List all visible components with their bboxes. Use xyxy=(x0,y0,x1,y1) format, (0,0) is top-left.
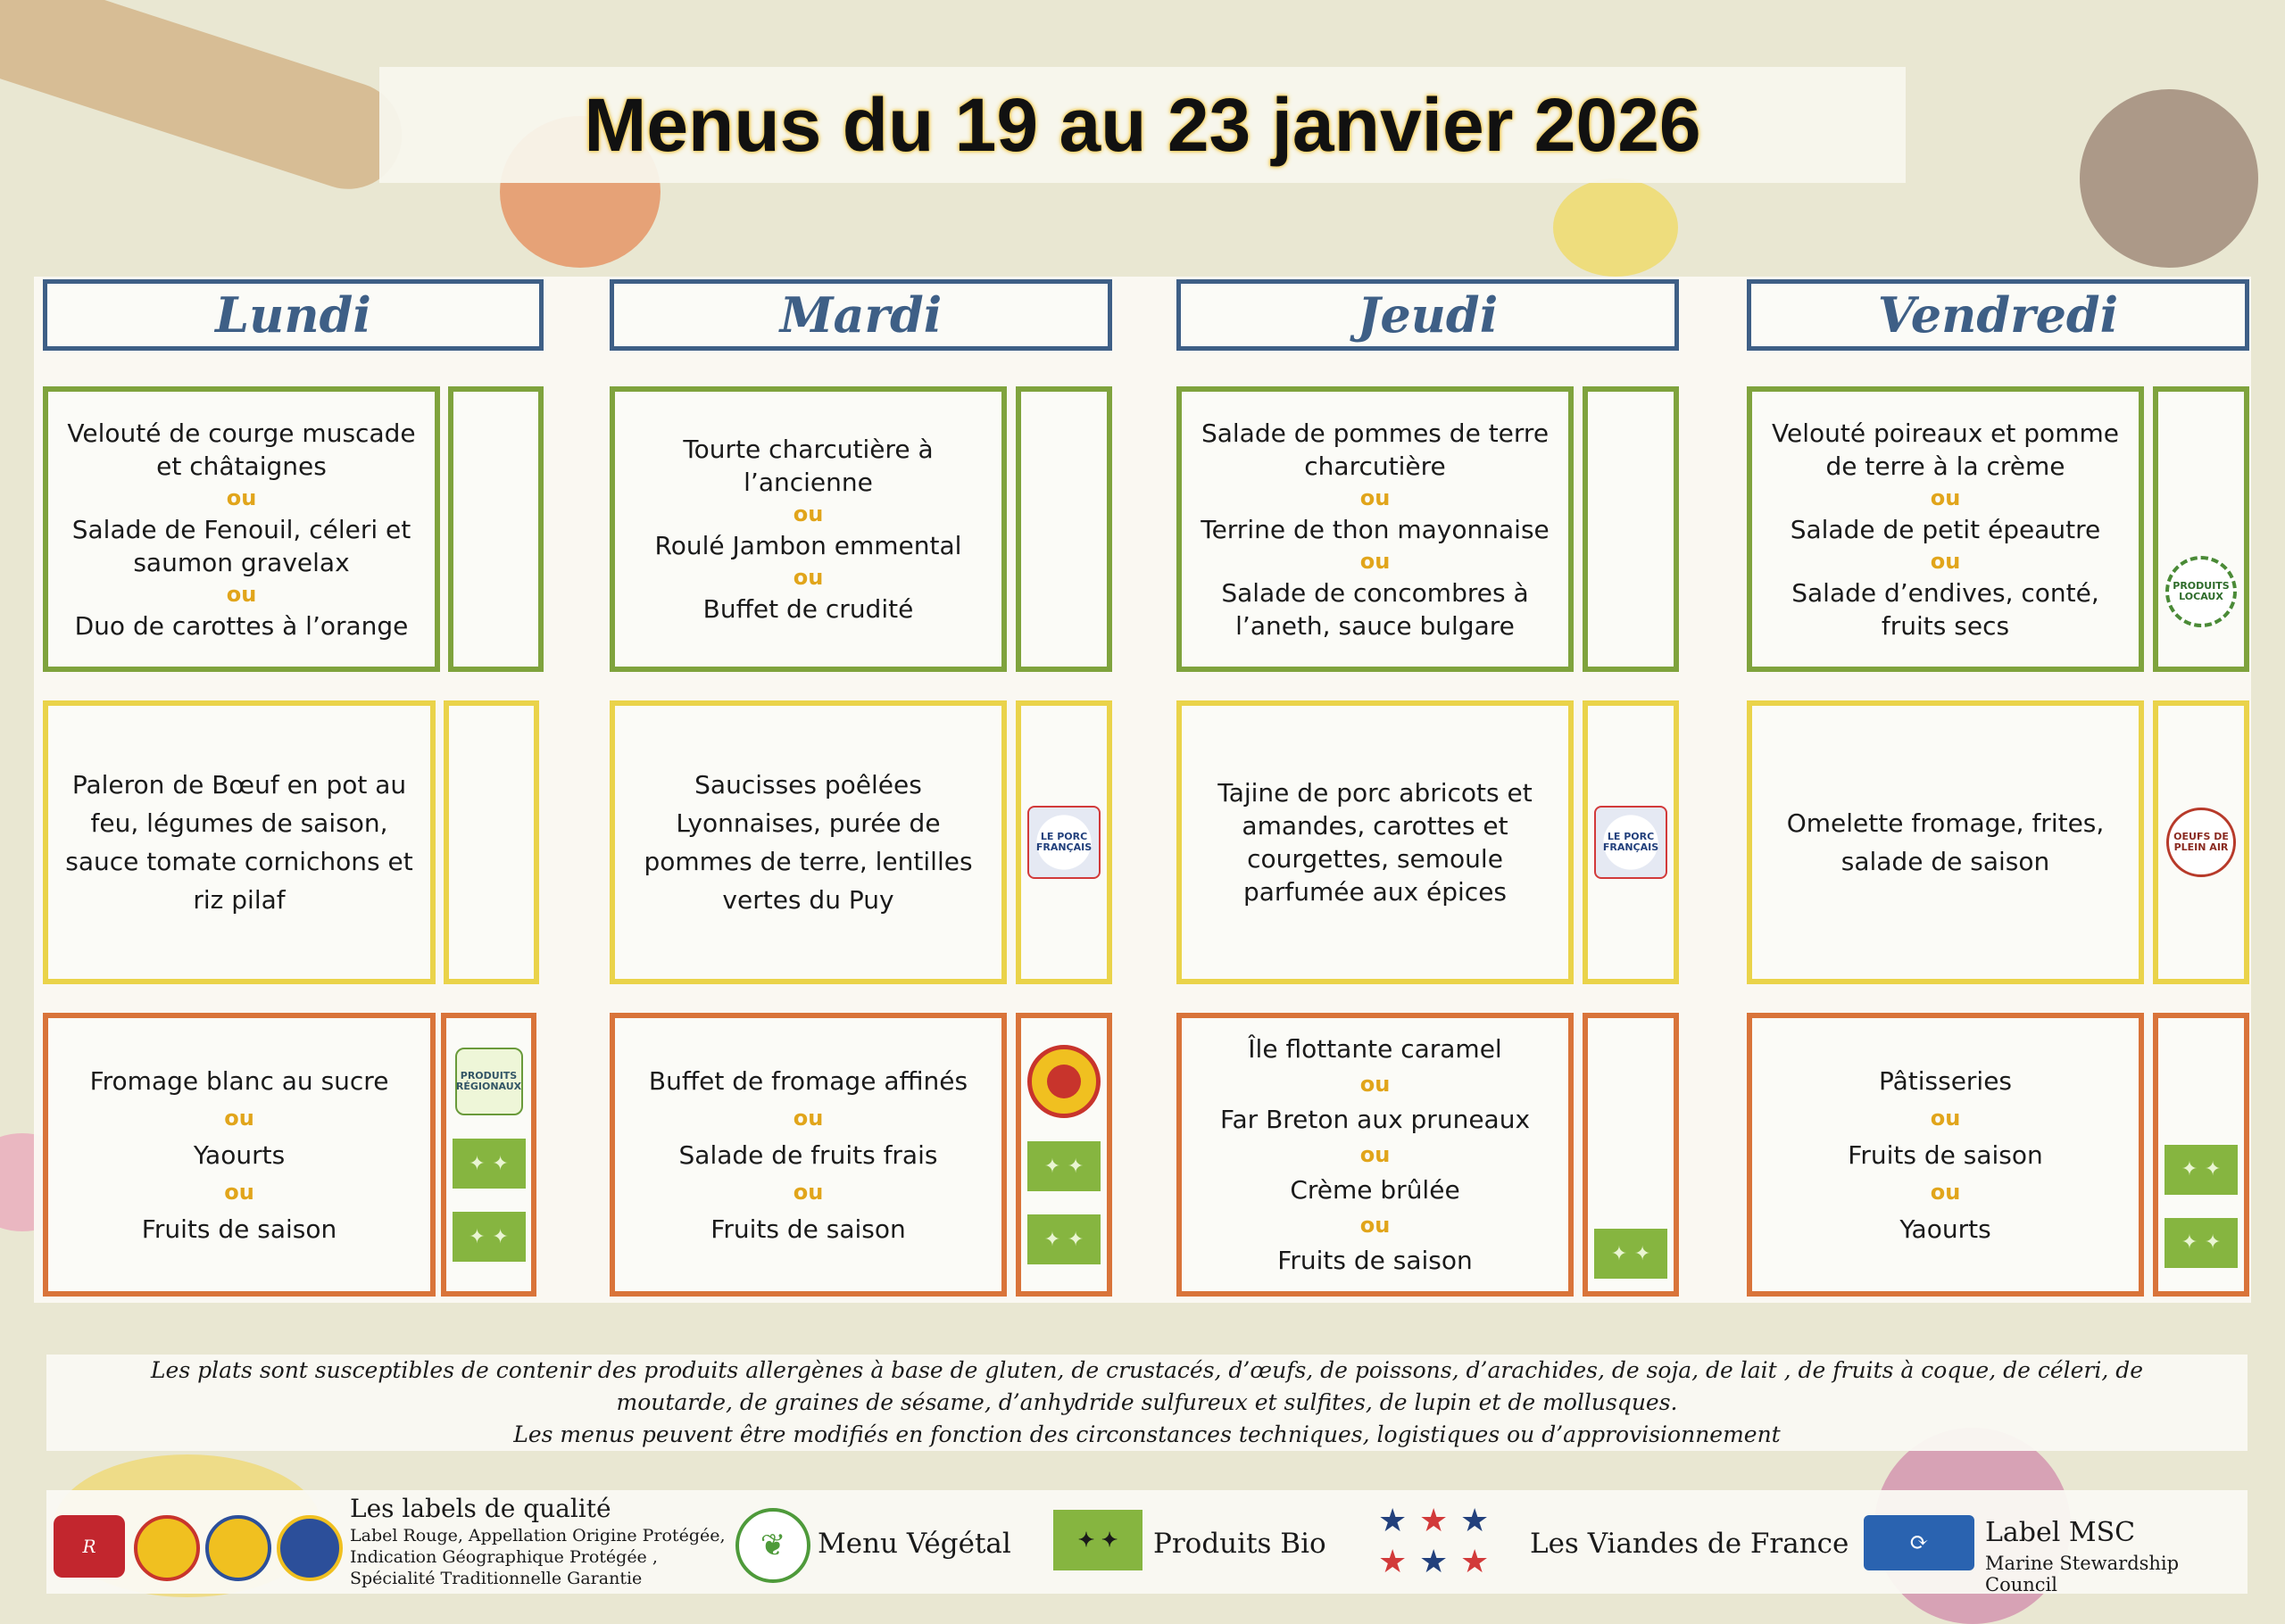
allergen-line: moutarde, de graines de sésame, d’anhydride sulfureux et sulfites, de lupin et de mollusques. xyxy=(616,1389,1678,1415)
star-logo-icon: ★ xyxy=(1378,1544,1408,1580)
allergen-line: Les plats sont susceptibles de contenir des produits allergènes à base de gluten, de crustacés, d’œufs, de poissons, d’arachides, de soja, de lait , de fruits à coque, de céleri, de xyxy=(150,1357,2144,1383)
main-labels-lundi xyxy=(444,700,539,984)
separator: ou xyxy=(1359,485,1391,510)
separator: ou xyxy=(1359,548,1391,574)
starter-box-mardi xyxy=(610,386,1007,672)
quality-title: Les labels de qualité xyxy=(350,1494,611,1523)
bio-logo: ✦ ✦ xyxy=(1053,1510,1142,1570)
porc-francais-logo: LE PORC FRANÇAIS xyxy=(1027,806,1101,879)
dish: Fruits de saison xyxy=(1848,1139,2043,1170)
star-logo-icon: ★ xyxy=(1460,1503,1490,1539)
produits-bio-label: Produits Bio xyxy=(1153,1528,1326,1560)
dish: Far Breton aux pruneaux xyxy=(1219,1105,1531,1134)
day-header-jeudi: Jeudi xyxy=(1176,279,1679,351)
main-box-mardi xyxy=(610,700,1007,984)
dessert-box-mardi xyxy=(610,1013,1007,1297)
starter-labels-vendredi xyxy=(2153,386,2249,672)
allergen-line: Les menus peuvent être modifiés en fonction des circonstances techniques, logistiques ou d’approvisionnement xyxy=(513,1421,1781,1447)
dish: Roulé Jambon emmental xyxy=(654,531,962,560)
decor-bread xyxy=(0,0,416,203)
separator: ou xyxy=(1930,548,1961,574)
dish: Salade de pommes de terre charcutière xyxy=(1201,418,1550,481)
menu-vegetal-logo: ❦ xyxy=(735,1508,810,1583)
star-logo-icon: ★ xyxy=(1419,1503,1449,1539)
dessert-labels-mardi xyxy=(1016,1013,1112,1297)
aop-logo xyxy=(1027,1045,1101,1118)
igp-logo xyxy=(205,1515,271,1581)
dish: Île flottante caramel xyxy=(1248,1034,1502,1064)
dish: Fruits de saison xyxy=(141,1214,337,1244)
dish: Velouté de courge muscade et châtaignes xyxy=(67,418,416,481)
main-labels-vendredi xyxy=(2153,700,2249,984)
bio-logo: ✦ ✦ xyxy=(2165,1218,2238,1268)
decor-lemon xyxy=(1553,178,1678,277)
allergen-notice xyxy=(46,1355,2248,1451)
oeufs-plein-air-logo: OEUFS DE PLEIN AIR xyxy=(2166,808,2236,877)
dish: Paleron de Bœuf en pot au feu, légumes de saison, sauce tomate cornichons et riz pilaf xyxy=(65,770,413,915)
dish: Omelette fromage, frites, salade de saison xyxy=(1786,808,2105,876)
star-logo-icon: ★ xyxy=(1460,1544,1490,1580)
porc-francais-logo: LE PORC FRANÇAIS xyxy=(1594,806,1667,879)
separator: ou xyxy=(793,565,824,590)
decor-muffin xyxy=(2080,89,2258,268)
bio-logo: ✦ ✦ xyxy=(1027,1141,1101,1191)
menu-vegetal-label: Menu Végétal xyxy=(818,1528,1011,1560)
dish: Fromage blanc au sucre xyxy=(89,1065,389,1096)
separator: ou xyxy=(1359,1072,1391,1097)
star-logo-icon: ★ xyxy=(1378,1503,1408,1539)
msc-title: Label MSC xyxy=(1985,1517,2136,1548)
bio-logo: ✦ ✦ xyxy=(1027,1214,1101,1264)
star-logo-icon: ★ xyxy=(1419,1544,1449,1580)
dessert-box-jeudi xyxy=(1176,1013,1574,1297)
starter-labels-jeudi xyxy=(1583,386,1679,672)
starter-box-jeudi xyxy=(1176,386,1574,672)
dessert-box-lundi xyxy=(43,1013,436,1297)
dish: Duo de carottes à l’orange xyxy=(74,610,409,641)
bio-logo: ✦ ✦ xyxy=(2165,1145,2238,1195)
starter-box-vendredi xyxy=(1747,386,2144,672)
dish: Fruits de saison xyxy=(1277,1246,1473,1275)
dish: Fruits de saison xyxy=(710,1214,906,1244)
starter-labels-mardi xyxy=(1016,386,1112,672)
dessert-labels-vendredi xyxy=(2153,1013,2249,1297)
separator: ou xyxy=(793,1179,824,1205)
separator: ou xyxy=(224,1179,254,1205)
dish: Buffet de fromage affinés xyxy=(648,1065,968,1096)
separator: ou xyxy=(793,1105,824,1131)
stg-logo xyxy=(277,1515,343,1581)
day-header-mardi: Mardi xyxy=(610,279,1112,351)
main-labels-mardi xyxy=(1016,700,1112,984)
dish: Velouté poireaux et pomme de terre à la crème xyxy=(1772,418,2119,481)
dish: Salade de Fenouil, céleri et saumon gravelax xyxy=(71,514,411,577)
dish: Buffet de crudité xyxy=(702,594,914,624)
dish: Salade d’endives, conté, fruits secs xyxy=(1791,577,2099,641)
quality-desc: Spécialité Traditionnelle Garantie xyxy=(350,1569,643,1588)
aop-logo xyxy=(134,1515,200,1581)
viandes-france-logos xyxy=(1378,1499,1512,1585)
day-header-lundi: Lundi xyxy=(43,279,544,351)
main-box-lundi xyxy=(43,700,436,984)
dish: Tajine de porc abricots et amandes, carottes et courgettes, semoule parfumée aux épices xyxy=(1217,778,1533,907)
msc-logo: ⟳ xyxy=(1864,1515,1974,1570)
separator: ou xyxy=(1359,1213,1391,1238)
msc-desc: Marine Stewardship Council xyxy=(1985,1553,2180,1595)
bio-logo: ✦ ✦ xyxy=(453,1212,526,1262)
separator: ou xyxy=(224,1105,254,1131)
dish: Salade de fruits frais xyxy=(678,1139,938,1170)
dish: Saucisses poêlées Lyonnaises, purée de pommes de terre, lentilles vertes du Puy xyxy=(644,770,973,915)
separator: ou xyxy=(226,581,257,607)
bio-logo: ✦ ✦ xyxy=(453,1139,526,1189)
quality-desc: Indication Géographique Protégée , xyxy=(350,1547,658,1567)
starter-box-lundi xyxy=(43,386,440,672)
main-box-vendredi xyxy=(1747,700,2144,984)
main-box-jeudi xyxy=(1176,700,1574,984)
separator: ou xyxy=(226,485,257,510)
dessert-box-vendredi xyxy=(1747,1013,2144,1297)
dessert-labels-jeudi xyxy=(1583,1013,1679,1297)
starter-labels-lundi xyxy=(448,386,544,672)
bio-logo: ✦ ✦ xyxy=(1594,1229,1667,1279)
viandes-france-label: Les Viandes de France xyxy=(1530,1528,1849,1560)
separator: ou xyxy=(1930,485,1961,510)
produits-regionaux-logo: PRODUITS RÉGIONAUX xyxy=(455,1048,523,1115)
dish: Salade de petit épeautre xyxy=(1790,514,2101,544)
title-banner xyxy=(379,67,1906,183)
separator: ou xyxy=(1930,1179,1961,1205)
dish: Salade de concombres à l’aneth, sauce bulgare xyxy=(1221,577,1529,641)
separator: ou xyxy=(1359,1142,1391,1167)
quality-desc: Label Rouge, Appellation Origine Protégée, xyxy=(350,1526,726,1545)
dish: Pâtisseries xyxy=(1878,1065,2013,1096)
dish: Terrine de thon mayonnaise xyxy=(1201,514,1550,544)
separator: ou xyxy=(1930,1105,1961,1131)
label-rouge-logo: R xyxy=(54,1515,125,1578)
page-title: Menus du 19 au 23 janvier 2026 xyxy=(584,82,1701,167)
separator: ou xyxy=(793,501,824,526)
dish: Yaourts xyxy=(1899,1214,1991,1244)
dish: Crème brûlée xyxy=(1290,1175,1460,1205)
day-header-vendredi: Vendredi xyxy=(1747,279,2249,351)
dessert-labels-lundi xyxy=(441,1013,536,1297)
labels-legend xyxy=(46,1490,2248,1594)
main-labels-jeudi xyxy=(1583,700,1679,984)
dish: Yaourts xyxy=(193,1139,286,1170)
produits-locaux-logo: PRODUITS LOCAUX xyxy=(2165,556,2237,627)
dish: Tourte charcutière à l’ancienne xyxy=(683,435,934,497)
